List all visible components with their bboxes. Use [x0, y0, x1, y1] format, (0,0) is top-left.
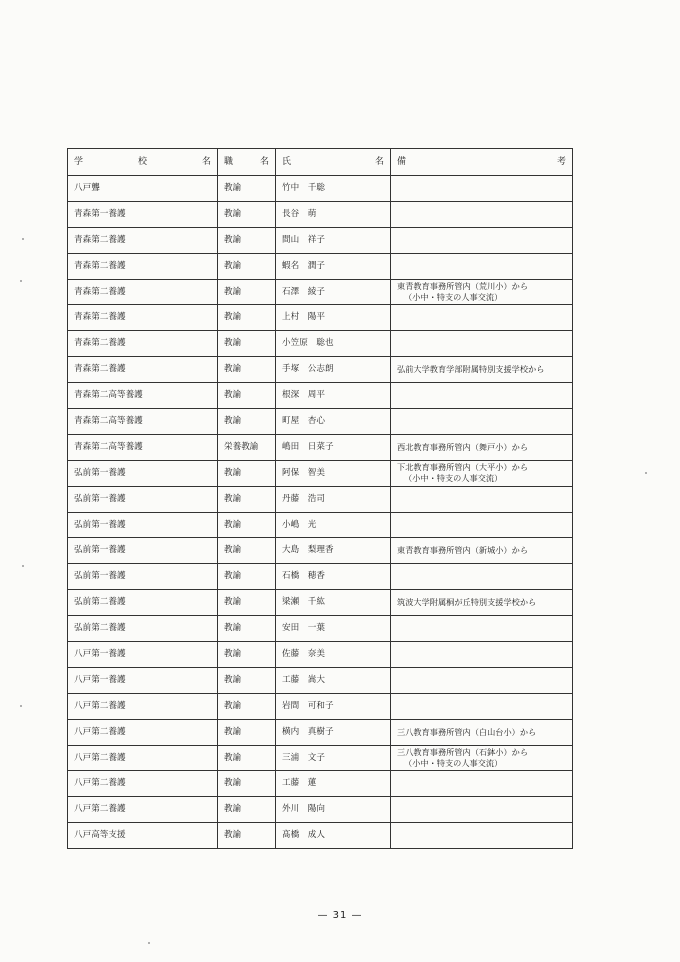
- school-cell: 弘前第一養護: [68, 564, 218, 590]
- name-cell: [276, 771, 391, 797]
- table-row: [68, 434, 573, 460]
- name-cell: [276, 616, 391, 642]
- table-row: [68, 590, 573, 616]
- scan-speck: [22, 238, 24, 240]
- name-cell: [276, 693, 391, 719]
- table-row: [68, 253, 573, 279]
- given-name: 嵩大: [307, 674, 325, 685]
- school-cell: 弘前第一養護: [68, 486, 218, 512]
- family-name: 間山: [282, 234, 300, 245]
- remarks-line: 筑波大学附属桐が丘特別支援学校から: [397, 597, 537, 608]
- table-row: [68, 512, 573, 538]
- family-name: 手塚: [282, 364, 300, 375]
- position-cell: 教諭: [218, 331, 276, 357]
- remarks-line: 三八教育事務所管内（白山台小）から: [397, 726, 537, 737]
- position-cell: 教諭: [218, 227, 276, 253]
- table-row: [68, 797, 573, 823]
- remarks-cell: [391, 279, 573, 305]
- given-name: 潤子: [307, 260, 325, 271]
- position-cell: 教諭: [218, 176, 276, 202]
- position-cell: 栄養教諭: [218, 434, 276, 460]
- table-header-row: [68, 149, 573, 176]
- position-cell: 教諭: [218, 616, 276, 642]
- table-row: [68, 357, 573, 383]
- position-cell: 教諭: [218, 667, 276, 693]
- position-cell: 教諭: [218, 460, 276, 486]
- family-name: 嶋田: [282, 441, 300, 452]
- school-cell: 弘前第二養護: [68, 616, 218, 642]
- header-name: 氏 名: [276, 149, 391, 176]
- given-name: 可和子: [307, 700, 334, 711]
- table-row: [68, 693, 573, 719]
- given-name: 文子: [307, 752, 325, 763]
- remarks-cell: [391, 176, 573, 202]
- position-cell: 教諭: [218, 823, 276, 849]
- remarks-line: （小中・特支の人事交流）: [404, 473, 503, 484]
- remarks-cell: [391, 409, 573, 435]
- given-name: 杏心: [307, 415, 325, 426]
- family-name: 横内: [282, 726, 300, 737]
- family-name: 長谷: [282, 208, 300, 219]
- scan-speck: [645, 472, 647, 474]
- table-row: [68, 486, 573, 512]
- position-cell: 教諭: [218, 771, 276, 797]
- position-cell: 教諭: [218, 719, 276, 745]
- remarks-line: 下北教育事務所管内（大平小）から: [397, 462, 529, 473]
- given-name: 蓮: [307, 778, 317, 789]
- name-cell: [276, 486, 391, 512]
- given-name: 穂香: [307, 571, 325, 582]
- table-row: [68, 176, 573, 202]
- scan-speck: [20, 705, 22, 707]
- position-cell: 教諭: [218, 486, 276, 512]
- remarks-cell: [391, 771, 573, 797]
- given-name: 祥子: [307, 234, 325, 245]
- school-cell: 弘前第一養護: [68, 460, 218, 486]
- name-cell: [276, 305, 391, 331]
- position-cell: 教諭: [218, 305, 276, 331]
- family-name: 外川: [282, 804, 300, 815]
- family-name: 三浦: [282, 752, 300, 763]
- name-cell: [276, 409, 391, 435]
- family-name: 石澤: [282, 286, 300, 297]
- school-cell: 弘前第一養護: [68, 538, 218, 564]
- remarks-cell: [391, 616, 573, 642]
- name-cell: [276, 176, 391, 202]
- header-remarks: 備 考: [391, 149, 573, 176]
- remarks-cell: [391, 642, 573, 668]
- given-name: 萌: [307, 208, 317, 219]
- remarks-cell: [391, 564, 573, 590]
- given-name: 光: [307, 519, 317, 530]
- remarks-cell: [391, 227, 573, 253]
- remarks-line: 西北教育事務所管内（舞戸小）から: [397, 441, 529, 452]
- family-name: 石橋: [282, 571, 300, 582]
- name-cell: [276, 667, 391, 693]
- table-row: [68, 642, 573, 668]
- given-name: 一葉: [307, 623, 325, 634]
- family-name: 小笠原: [282, 338, 308, 349]
- remarks-cell: [391, 383, 573, 409]
- school-cell: 八戸第二養護: [68, 771, 218, 797]
- school-cell: 八戸高等支援: [68, 823, 218, 849]
- given-name: 日菜子: [307, 441, 334, 452]
- remarks-cell: [391, 590, 573, 616]
- name-cell: [276, 331, 391, 357]
- family-name: 町屋: [282, 415, 300, 426]
- school-cell: 弘前第一養護: [68, 512, 218, 538]
- remarks-cell: [391, 331, 573, 357]
- family-name: 竹中: [282, 182, 300, 193]
- remarks-cell: [391, 305, 573, 331]
- school-cell: 八戸第二養護: [68, 745, 218, 771]
- personnel-table: [67, 148, 573, 849]
- remarks-cell: [391, 434, 573, 460]
- school-cell: 八戸第二養護: [68, 719, 218, 745]
- remarks-cell: [391, 357, 573, 383]
- given-name: 智美: [307, 467, 325, 478]
- position-cell: 教諭: [218, 409, 276, 435]
- position-cell: 教諭: [218, 590, 276, 616]
- position-cell: 教諭: [218, 279, 276, 305]
- remarks-cell: [391, 719, 573, 745]
- position-cell: 教諭: [218, 383, 276, 409]
- name-cell: [276, 201, 391, 227]
- table-row: [68, 305, 573, 331]
- table-row: [68, 745, 573, 771]
- name-cell: [276, 590, 391, 616]
- family-name: 阿保: [282, 467, 300, 478]
- table-row: [68, 383, 573, 409]
- remarks-cell: [391, 693, 573, 719]
- position-cell: 教諭: [218, 357, 276, 383]
- remarks-line: （小中・特支の人事交流）: [404, 292, 503, 302]
- name-cell: [276, 642, 391, 668]
- name-cell: [276, 564, 391, 590]
- remarks-cell: [391, 486, 573, 512]
- given-name: 陽向: [307, 804, 325, 815]
- position-cell: 教諭: [218, 538, 276, 564]
- table-row: [68, 667, 573, 693]
- scan-speck: [22, 565, 24, 567]
- school-cell: 弘前第二養護: [68, 590, 218, 616]
- school-cell: 青森第二高等養護: [68, 434, 218, 460]
- family-name: 丹藤: [282, 493, 300, 504]
- table-row: [68, 771, 573, 797]
- family-name: 安田: [282, 623, 300, 634]
- given-name: 公志朗: [307, 364, 334, 375]
- name-cell: [276, 383, 391, 409]
- remarks-line: 東青教育事務所管内（新城小）から: [397, 545, 529, 556]
- school-cell: 青森第二養護: [68, 253, 218, 279]
- remarks-cell: [391, 512, 573, 538]
- name-cell: [276, 719, 391, 745]
- remarks-cell: [391, 201, 573, 227]
- remarks-cell: [391, 460, 573, 486]
- given-name: 陽平: [307, 312, 325, 323]
- table-row: [68, 719, 573, 745]
- position-cell: 教諭: [218, 201, 276, 227]
- school-cell: 青森第二養護: [68, 357, 218, 383]
- table-row: [68, 564, 573, 590]
- given-name: 周平: [307, 390, 325, 401]
- family-name: 根深: [282, 390, 300, 401]
- scan-speck: [20, 280, 22, 282]
- family-name: 髙橋: [282, 830, 300, 841]
- given-name: 聡也: [316, 338, 334, 349]
- position-cell: 教諭: [218, 564, 276, 590]
- family-name: 梁瀬: [282, 597, 300, 608]
- name-cell: [276, 823, 391, 849]
- school-cell: 青森第一養護: [68, 201, 218, 227]
- table-body: [68, 176, 573, 849]
- header-school: 学 校 名: [68, 149, 218, 176]
- name-cell: [276, 253, 391, 279]
- table-row: [68, 616, 573, 642]
- given-name: 成人: [307, 830, 325, 841]
- school-cell: 青森第二養護: [68, 227, 218, 253]
- name-cell: [276, 460, 391, 486]
- school-cell: 八戸第二養護: [68, 693, 218, 719]
- school-cell: 青森第二養護: [68, 279, 218, 305]
- school-cell: 八戸聾: [68, 176, 218, 202]
- table-row: [68, 538, 573, 564]
- remarks-line: 東青教育事務所管内（荒川小）から: [397, 281, 529, 291]
- given-name: 奈美: [307, 648, 325, 659]
- remarks-line: （小中・特支の人事交流）: [404, 758, 503, 769]
- table-row: [68, 279, 573, 305]
- family-name: 上村: [282, 312, 300, 323]
- family-name: 大島: [282, 545, 300, 556]
- school-cell: 八戸第一養護: [68, 667, 218, 693]
- header-position: 職 名: [218, 149, 276, 176]
- family-name: 工藤: [282, 778, 300, 789]
- table-row: [68, 409, 573, 435]
- remarks-line: 三八教育事務所管内（石鉢小）から: [397, 747, 529, 758]
- remarks-cell: [391, 538, 573, 564]
- position-cell: 教諭: [218, 693, 276, 719]
- given-name: 浩司: [307, 493, 325, 504]
- name-cell: [276, 279, 391, 305]
- name-cell: [276, 745, 391, 771]
- position-cell: 教諭: [218, 253, 276, 279]
- given-name: 梨理香: [307, 545, 334, 556]
- school-cell: 八戸第一養護: [68, 642, 218, 668]
- position-cell: 教諭: [218, 745, 276, 771]
- given-name: 千聡: [307, 182, 325, 193]
- school-cell: 青森第二高等養護: [68, 383, 218, 409]
- table-row: [68, 227, 573, 253]
- family-name: 小嶋: [282, 519, 300, 530]
- name-cell: [276, 227, 391, 253]
- remarks-cell: [391, 797, 573, 823]
- school-cell: 八戸第二養護: [68, 797, 218, 823]
- given-name: 真樹子: [307, 726, 334, 737]
- family-name: 工藤: [282, 674, 300, 685]
- family-name: 蝦名: [282, 260, 300, 271]
- table-row: [68, 823, 573, 849]
- name-cell: [276, 357, 391, 383]
- school-cell: 青森第二養護: [68, 305, 218, 331]
- remarks-cell: [391, 745, 573, 771]
- name-cell: [276, 434, 391, 460]
- position-cell: 教諭: [218, 642, 276, 668]
- name-cell: [276, 512, 391, 538]
- scan-speck: [148, 942, 150, 944]
- remarks-cell: [391, 823, 573, 849]
- page-number: — 31 —: [317, 910, 363, 921]
- given-name: 綾子: [307, 286, 325, 297]
- remarks-line: 弘前大学教育学部附属特別支援学校から: [397, 364, 545, 375]
- given-name: 千紘: [307, 597, 325, 608]
- position-cell: 教諭: [218, 797, 276, 823]
- name-cell: [276, 538, 391, 564]
- table-row: [68, 201, 573, 227]
- remarks-cell: [391, 667, 573, 693]
- school-cell: 青森第二養護: [68, 331, 218, 357]
- table-row: [68, 331, 573, 357]
- school-cell: 青森第二高等養護: [68, 409, 218, 435]
- position-cell: 教諭: [218, 512, 276, 538]
- family-name: 岩間: [282, 700, 300, 711]
- table-row: [68, 460, 573, 486]
- name-cell: [276, 797, 391, 823]
- family-name: 佐藤: [282, 648, 300, 659]
- remarks-cell: [391, 253, 573, 279]
